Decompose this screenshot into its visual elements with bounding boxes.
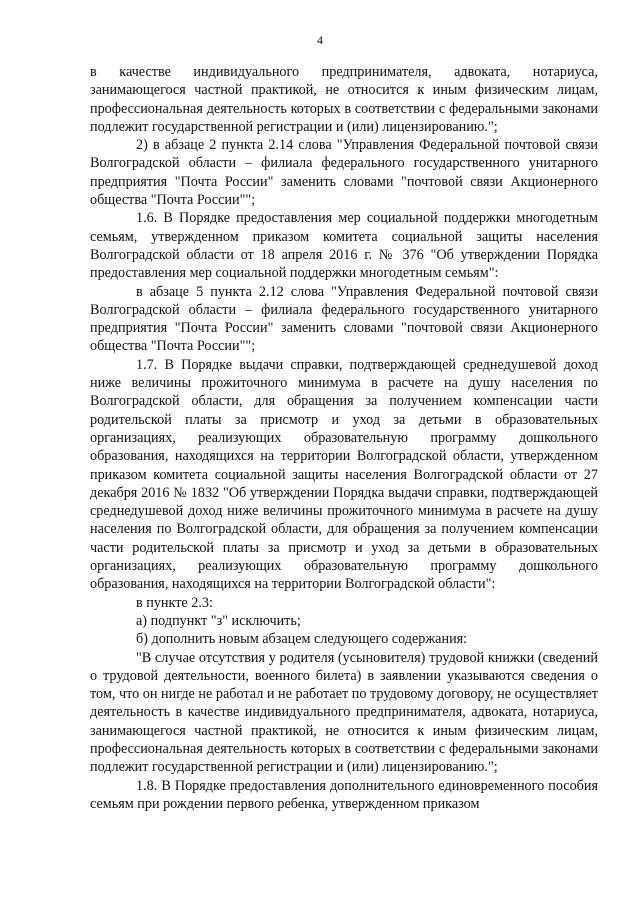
document-body — [90, 63, 598, 813]
paragraph-section-1-8: 1.8. В Порядке предоставления дополнительного единовременного пособия семьям при рождении первого ребенка, утвержденном приказом — [90, 777, 598, 812]
paragraph-subitem-a: а) подпункт "з" исключить; — [136, 612, 301, 629]
paragraph-item-2-12: в абзаце 5 пункта 2.12 слова "Управления Федеральной почтовой связи Волгоградской области – филиала федерального государственного унитарного предприятия "Почта России" заменить словами "почтовой связи Акционерного общества "Почта России""; — [90, 283, 598, 355]
paragraph-continuation: в качестве индивидуального предпринимателя, адвоката, нотариуса, занимающегося частной практикой, не относится к иным физическим лицам, профессиональная деятельность которых в соответствии с федеральными законами подлежит государственной регистрации и (или) лицензированию."; — [90, 64, 598, 135]
page-number: 4 — [317, 33, 323, 47]
paragraph-quoted-text: "В случае отсутствия у родителя (усыновителя) трудовой книжки (сведений о трудовой деятельности, военного билета) в заявлении указываются сведения о том, что он нигде не работал и не работает по трудовому договору, не осуществляет деятельность в качестве индивидуального предпринимателя, адвоката, нотариуса, занимающегося частной практикой, не относится к иным физическим лицам, профессиональная деятельность которых в соответствии с федеральными законами подлежит государственной регистрации и (или) лицензированию."; — [90, 649, 598, 776]
paragraph-subitem-b: б) дополнить новым абзацем следующего содержания: — [136, 631, 468, 648]
paragraph-item-2: 2) в абзаце 2 пункта 2.14 слова "Управления Федеральной почтовой связи Волгоградской области – филиала федерального государственного унитарного предприятия "Почта России" заменить словами "почтовой связи Акционерного общества "Почта России""; — [90, 137, 598, 209]
paragraph-item-2-3: в пункте 2.3: — [136, 594, 213, 611]
paragraph-section-1-7: 1.7. В Порядке выдачи справки, подтверждающей среднедушевой доход ниже величины прожиточного минимума в расчете на душу населения по Волгоградской области, для обращения за получением компенсации части родительской платы за присмотр и уход за детьми в образовательных организациях, реализующих образовательную программу дошкольного образования, находящихся на территории Волгоградской области, утвержденном приказом комитета социальной защиты населения Волгоградской области от 27 декабря 2016 № 1832 "Об утверждении Порядка выдачи справки, подтверждающей среднедушевой доход ниже величины прожиточного минимума в расчете на душу населения по Волгоградской области, для обращения за получением компенсации части родительской платы за присмотр и уход за детьми в образовательных организациях, реализующих образовательную программу дошкольного образования, находящихся на территории Волгоградской области": — [90, 356, 598, 593]
paragraph-section-1-6: 1.6. В Порядке предоставления мер социальной поддержки многодетным семьям, утвержденном приказом комитета социальной защиты населения Волгоградской области от 18 апреля 2016 г. № 376 "Об утверждении Порядка предоставления мер социальной поддержки многодетным семьям": — [90, 210, 598, 282]
